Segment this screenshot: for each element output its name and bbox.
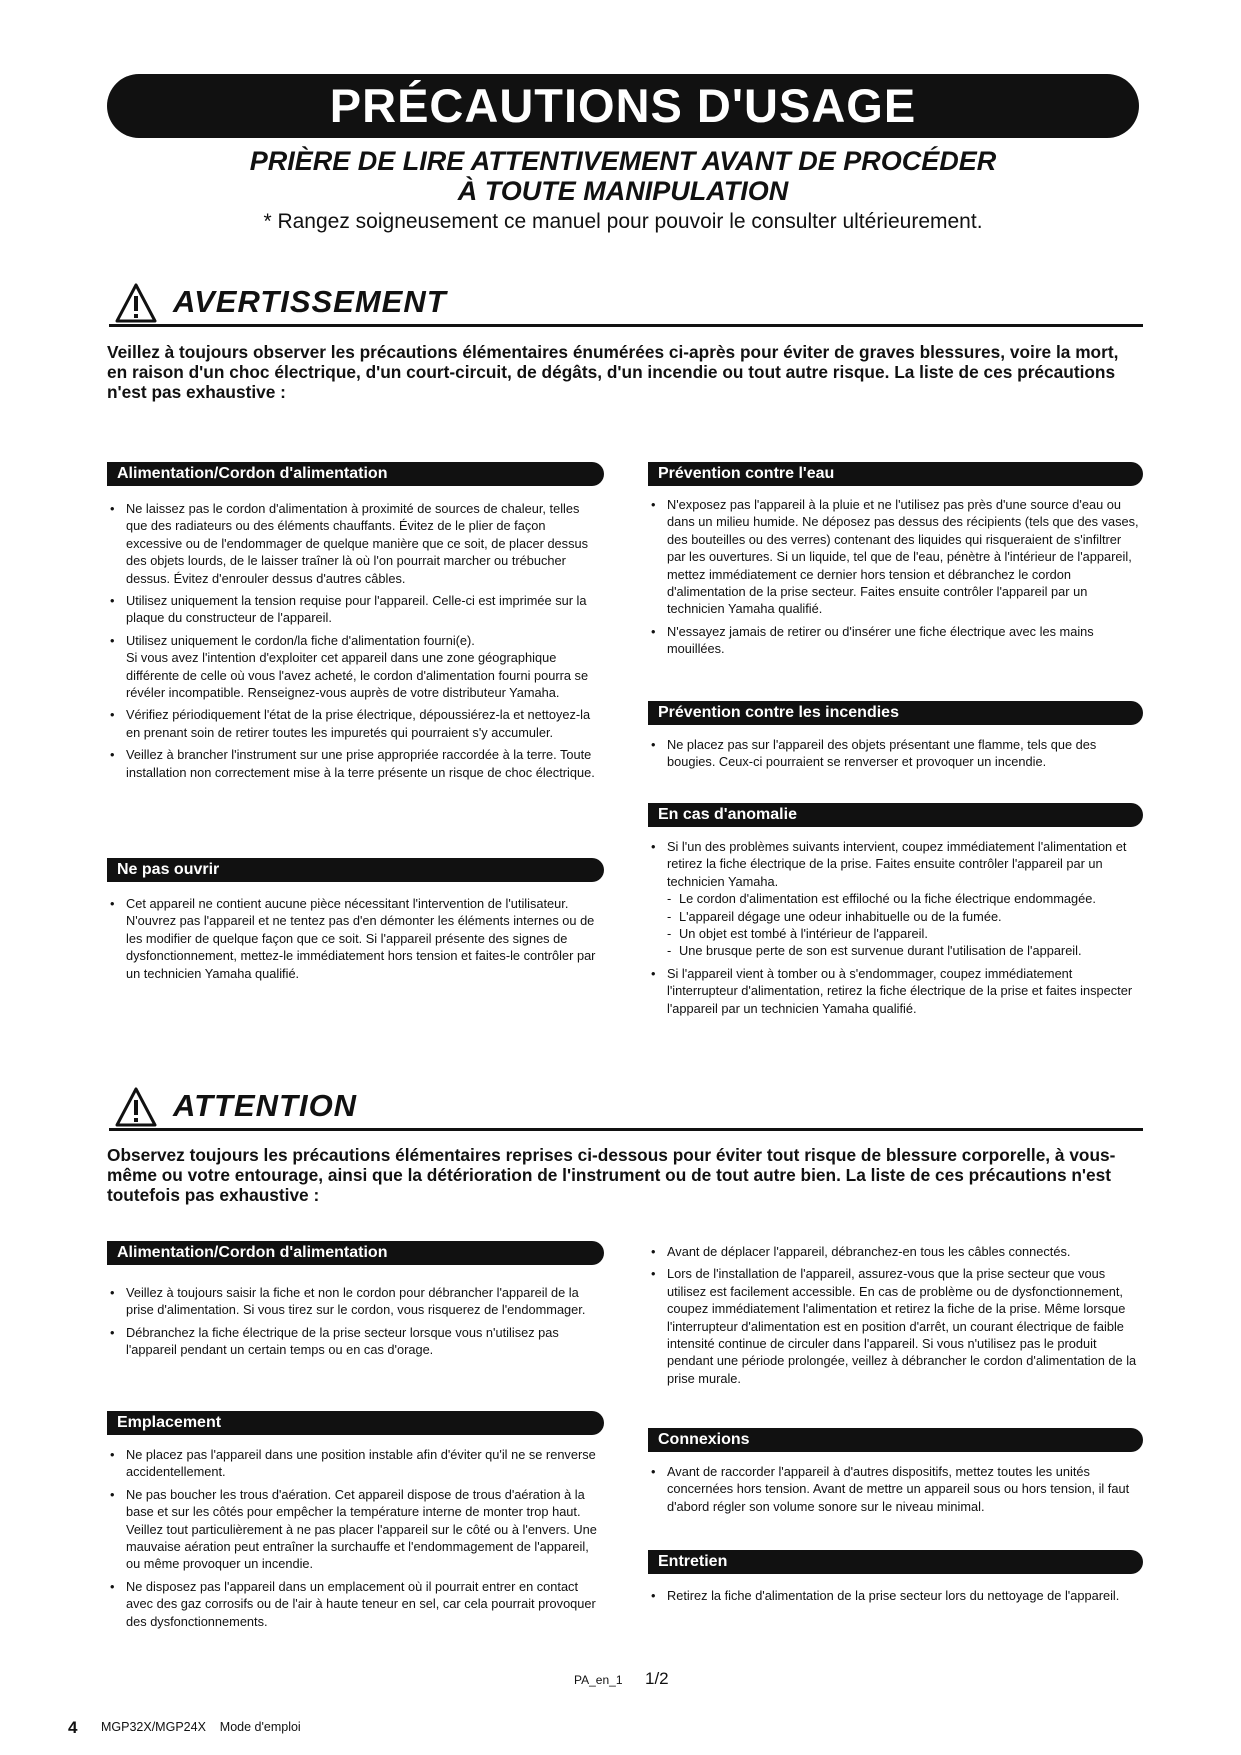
section-header-location: Emplacement	[107, 1411, 604, 1435]
list-item: • Lors de l'installation de l'appareil, assurez-vous que la prise secteur que vous utilisez est facilement accessible. En cas de problème ou de dysfonctionnement, coupez immédiatement l'alimentation et retirez la fiche de la prise. Même lorsque l'interrupteur d'alimentation est en position d'arrêt, un courant électrique de faible intensité continue de circuler dans l'appareil. Si vous n'utilisez pas le produit pendant une période prolongée, veillez à débrancher le cordon d'alimentation de la prise murale.	[648, 1265, 1143, 1387]
caution-heading-label: ATTENTION	[173, 1088, 358, 1123]
list-item: • Retirez la fiche d'alimentation de la prise secteur lors du nettoyage de l'appareil.	[648, 1587, 1143, 1604]
list-item: • Si l'appareil vient à tomber ou à s'endommager, coupez immédiatement l'interrupteur d'alimentation, retirez la fiche électrique de la prise et faites inspecter l'appareil par un technicien Yamaha qualifié.	[648, 965, 1143, 1017]
fire-list	[648, 736, 1143, 776]
maintenance-list	[648, 1587, 1143, 1609]
list-item: • Ne laissez pas le cordon d'alimentation à proximité de sources de chaleur, telles que des radiateurs ou des éléments chauffants. Évitez de le plier de façon excessive ou de l'endommager de quelque manière que ce soit, de placer dessus des objets lourds, de le laisser traîner là où l'on pourrait marcher ou trébucher dessus. Évitez d'enrouler dessus d'autres câbles.	[107, 500, 602, 587]
section-header-maintenance: Entretien	[648, 1550, 1143, 1574]
section-header-power-caution: Alimentation/Cordon d'alimentation	[107, 1241, 604, 1265]
power-warning-list	[107, 500, 602, 786]
keep-manual-note: * Rangez soigneusement ce manuel pour pouvoir le consulter ultérieurement.	[263, 210, 983, 233]
list-item: • Veillez à brancher l'instrument sur une prise appropriée raccordée à la terre. Toute installation non correctement mise à la terre présente un risque de choc électrique.	[107, 746, 602, 781]
list-item-text: • Si l'un des problèmes suivants intervient, coupez immédiatement l'alimentation et retirez la fiche électrique de la prise. Faites ensuite contrôler l'appareil par un technicien Yamaha.	[667, 839, 1127, 889]
list-item: • Avant de déplacer l'appareil, débranchez-en tous les câbles connectés.	[648, 1243, 1143, 1260]
caution-triangle-icon	[115, 1086, 157, 1128]
document-code: PA_en_1	[574, 1673, 623, 1687]
warning-triangle-icon	[115, 282, 157, 324]
model-manual-label: MGP32X/MGP24X Mode d'emploi	[101, 1720, 301, 1734]
section-header-anomaly: En cas d'anomalie	[648, 803, 1143, 827]
section-header-power-warning: Alimentation/Cordon d'alimentation	[107, 462, 604, 486]
list-item: • Ne disposez pas l'appareil dans un emplacement où il pourrait entrer en contact avec des gaz corrosifs ou de l'air à haute teneur en sel, car cela pourrait provoquer des dysfonctionnements.	[107, 1578, 602, 1630]
list-item: • Ne placez pas l'appareil dans une position instable afin d'éviter qu'il ne se renverse accidentellement.	[107, 1446, 602, 1481]
power-caution-list	[107, 1284, 602, 1364]
list-item: • Vérifiez périodiquement l'état de la prise électrique, dépoussiérez-la et nettoyez-la en prenant soin de retirer toutes les impuretés qui pourraient s'y accumuler.	[107, 706, 602, 741]
do-not-open-list	[107, 895, 602, 987]
caution-intro: Observez toujours les précautions élémentaires reprises ci-dessous pour éviter tout risque de blessure corporelle, à vous-même ou votre entourage, ainsi que la détérioration de l'instrument ou de tout autre bien. La liste de ces précautions n'est toutefois pas exhaustive :	[107, 1145, 1116, 1205]
warning-heading-label: AVERTISSEMENT	[173, 284, 447, 319]
moving-install-list	[648, 1243, 1143, 1392]
list-item-text: • Utilisez uniquement le cordon/la fiche d'alimentation fourni(e).	[126, 632, 475, 648]
list-item: • Cet appareil ne contient aucune pièce nécessitant l'intervention de l'utilisateur. N'ouvrez pas l'appareil et ne tentez pas d'en démonter les éléments internes ou de les modifier de quelque façon que ce soit. Si l'appareil présente des signes de dysfonctionnement, mettez-le immédiatement hors tension et faites-le contrôler par un technicien Yamaha qualifié.	[107, 895, 602, 982]
water-list	[648, 496, 1143, 663]
caution-heading	[109, 1086, 1143, 1131]
dash-item: - Une brusque perte de son est survenue durant l'utilisation de l'appareil.	[667, 942, 1143, 959]
list-item: • Ne pas boucher les trous d'aération. Cet appareil dispose de trous d'aération à la base et sur les côtés pour empêcher la température interne de monter trop haut. Veillez tout particulièrement à ne pas placer l'appareil sur le côté ou à l'envers. Une mauvaise aération peut entraîner la surchauffe et l'endommagement de l'appareil, ou même provoquer un incendie.	[107, 1486, 602, 1573]
list-item: • Utilisez uniquement la tension requise pour l'appareil. Celle-ci est imprimée sur la plaque du constructeur de l'appareil.	[107, 592, 602, 627]
list-item: • Veillez à toujours saisir la fiche et non le cordon pour débrancher l'appareil de la prise d'alimentation. Si vous tirez sur le cordon, vous risquerez de l'endommager.	[107, 1284, 602, 1319]
location-list	[107, 1446, 602, 1635]
dash-item: - L'appareil dégage une odeur inhabituelle ou de la fumée.	[667, 908, 1143, 925]
subtitle-line-2: À TOUTE MANIPULATION	[457, 176, 789, 206]
list-item: • Débranchez la fiche électrique de la prise secteur lorsque vous n'utilisez pas l'appareil pendant un certain temps ou en cas d'orage.	[107, 1324, 602, 1359]
page-fraction: 1/2	[645, 1669, 669, 1688]
anomaly-dash-list	[667, 890, 1143, 960]
list-item: • N'exposez pas l'appareil à la pluie et ne l'utilisez pas près d'une source d'eau ou dans un milieu humide. Ne déposez pas dessus des récipients (tels que des vases, des bouteilles ou des verres) contenant des liquides qui risqueraient de s'infiltrer par les ouvertures. Si un liquide, tel que de l'eau, pénètre à l'intérieur de l'appareil, mettez immédiatement ce dernier hors tension et débranchez le cordon d'alimentation de la prise secteur. Faites ensuite contrôler l'appareil par un technicien Yamaha qualifié.	[648, 496, 1143, 618]
dash-item: - Le cordon d'alimentation est effiloché ou la fiche électrique endommagée.	[667, 890, 1143, 907]
list-item: • Avant de raccorder l'appareil à d'autres dispositifs, mettez toutes les unités concernées hors tension. Avant de mettre un appareil sous ou hors tension, il faut d'abord régler son volume sonore sur le niveau minimal.	[648, 1463, 1143, 1515]
section-header-do-not-open: Ne pas ouvrir	[107, 858, 604, 882]
connections-list	[648, 1463, 1143, 1520]
subtitle-line-1: PRIÈRE DE LIRE ATTENTIVEMENT AVANT DE PROCÉDER	[249, 146, 997, 176]
list-item: • Ne placez pas sur l'appareil des objets présentant une flamme, tels que des bougies. Ceux-ci pourraient se renverser et provoquer un incendie.	[648, 736, 1143, 771]
list-item	[648, 838, 1143, 960]
warning-heading	[109, 282, 1143, 327]
page-number: 4	[68, 1718, 78, 1737]
page-title: PRÉCAUTIONS D'USAGE	[107, 74, 1139, 138]
warning-intro: Veillez à toujours observer les précautions élémentaires énumérées ci-après pour éviter de graves blessures, voire la mort, en raison d'un choc électrique, d'un court-circuit, de dégâts, d'un incendie ou tout autre risque. La liste de ces précautions n'est pas exhaustive :	[107, 342, 1119, 402]
section-header-connections: Connexions	[648, 1428, 1143, 1452]
anomaly-list	[648, 838, 1143, 1022]
list-item: • N'essayez jamais de retirer ou d'insérer une fiche électrique avec les mains mouillées.	[648, 623, 1143, 658]
section-header-water: Prévention contre l'eau	[648, 462, 1143, 486]
list-item	[107, 632, 602, 702]
dash-item: - Un objet est tombé à l'intérieur de l'appareil.	[667, 925, 1143, 942]
list-item-extra: Si vous avez l'intention d'exploiter cet appareil dans une zone géographique différente de celle où vous l'avez acheté, le cordon d'alimentation fourni pourra se révéler incompatible. Renseignez-vous auprès de votre distributeur Yamaha.	[126, 650, 589, 701]
section-header-fire: Prévention contre les incendies	[648, 701, 1143, 725]
